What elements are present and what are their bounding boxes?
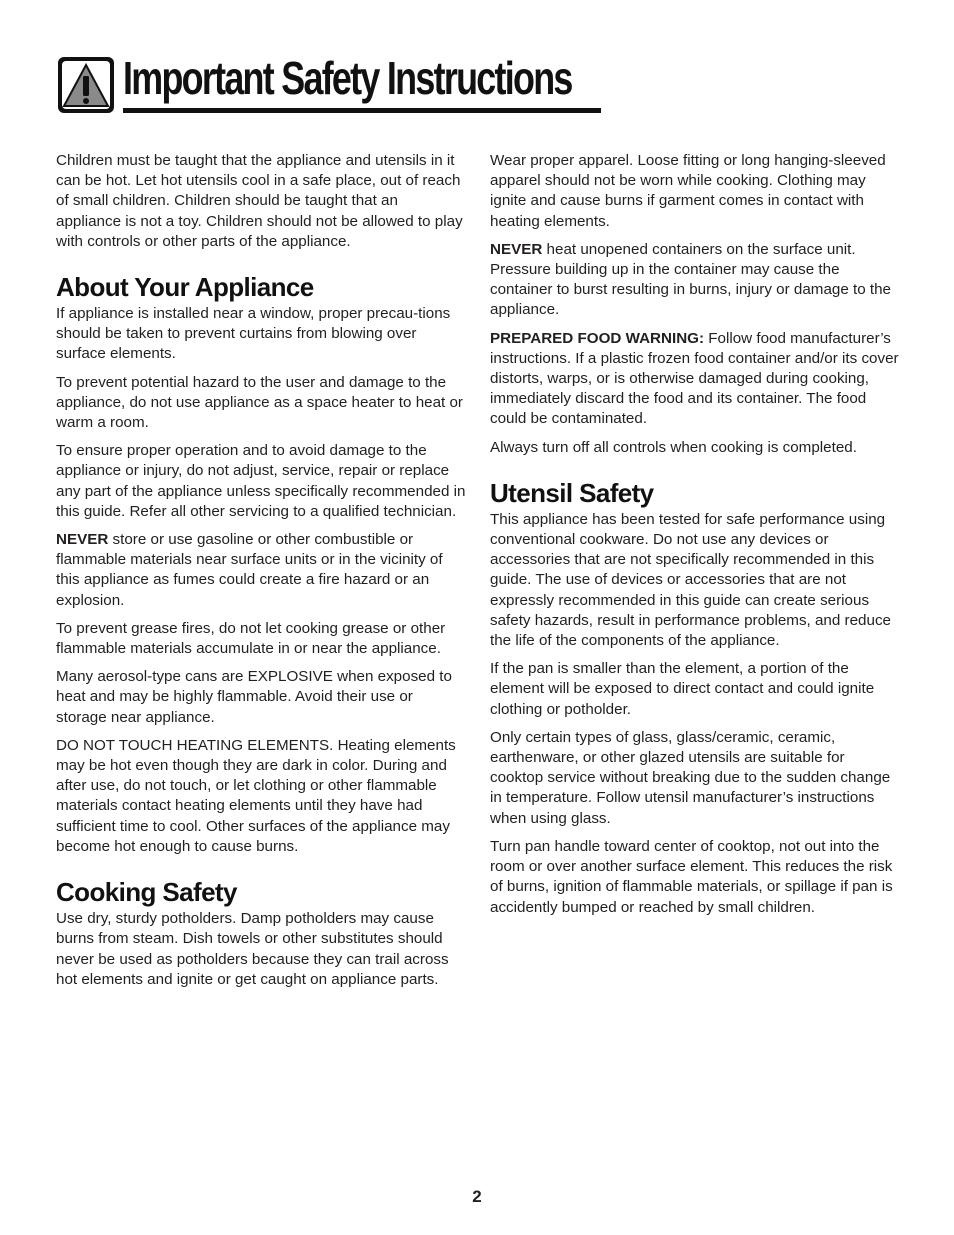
about-paragraph-2: To prevent potential hazard to the user and damage to the appliance, do not use appliance as a space heater to heat or warm a room.: [56, 373, 463, 432]
utensil-paragraph-3: Only certain types of glass, glass/ceramic, ceramic, earthenware, or other glazed utensils are suitable for cooktop service without breaking due to the sudden change in temperature. Follow utensil manufacturer’s instructions when using glass.: [490, 728, 891, 827]
about-paragraph-7: DO NOT TOUCH HEATING ELEMENTS. Heating elements may be hot even though they are dark in color. During and after use, do not touch, or let clothing or other flammable materials contact heating elements until they have had sufficient time to cool. Other surfaces of the appliance may become hot enough to cause burns.: [56, 736, 456, 855]
page-title: Important Safety Instructions: [123, 52, 572, 104]
prepared-food-lead: PREPARED FOOD WARNING:: [490, 329, 705, 347]
about-paragraph-5: To prevent grease fires, do not let cooking grease or other flammable materials accumulate in or near the appliance.: [56, 619, 446, 658]
intro-paragraph: Children must be taught that the appliance and utensils in it can be hot. Let hot utensils cool in a safe place, out of reach of small children. Children should be taught that an appliance is not a toy. Children should not be allowed to play with controls or other parts of the appliance.: [56, 152, 463, 250]
title-underline: [123, 108, 601, 113]
never-lead: NEVER: [490, 240, 543, 258]
warning-triangle-icon: [57, 56, 115, 114]
utensil-paragraph-1: This appliance has been tested for safe performance using conventional cookware. Do not use any devices or accessories that are not specifically recommended in this guide. The use of devices or accessories that are not expressly recommended in this guide can create serious safety hazards, result in performance problems, and reduce the life of the components of the appliance.: [490, 510, 891, 650]
containers-paragraph: [490, 240, 900, 321]
apparel-paragraph: Wear proper apparel. Loose fitting or long hanging-sleeved apparel should not be worn while cooking. Clothing may ignite and cause burns if garment comes in contact with heating elements.: [490, 152, 886, 230]
utensil-paragraph-2: If the pan is smaller than the element, a portion of the element will be exposed to direct contact and could ignite clothing or potholder.: [490, 660, 875, 718]
controls-off-paragraph: Always turn off all controls when cooking is completed.: [490, 438, 857, 456]
prepared-food-paragraph: [490, 329, 900, 430]
page-header: [57, 50, 601, 116]
about-paragraph-3: To ensure proper operation and to avoid damage to the appliance or injury, do not adjust, service, repair or replace any part of the appliance unless specifically recommended in this guide. Refer all other servicing to a qualified technician.: [56, 442, 466, 520]
containers-paragraph-text: heat unopened containers on the surface unit. Pressure building up in the container may cause the container to burst resulting in burns, injury or damage to the appliance.: [490, 240, 892, 319]
about-paragraph-4: [56, 530, 466, 611]
cooking-paragraph-1: Use dry, sturdy potholders. Damp potholders may cause burns from steam. Dish towels or other substitutes should never be used as potholders because they can trail across hot elements and ignite or get caught on appliance parts.: [56, 910, 449, 988]
page-number: 2: [472, 1187, 482, 1206]
never-lead: NEVER: [56, 531, 109, 549]
utensil-paragraph-4: Turn pan handle toward center of cooktop, not out into the room or over another surface element. This reduces the risk of burns, ignition of flammable materials, or spillage if pan is accidently bumped or reached by small children.: [490, 837, 893, 916]
about-paragraph-1: If appliance is installed near a window, proper precau-tions should be taken to prevent curtains from blowing over surface elements.: [56, 305, 451, 363]
about-paragraph-4-text: store or use gasoline or other combustible or flammable materials near surface units or in the vicinity of this appliance as fumes could create a fire hazard or an explosion.: [56, 531, 443, 609]
cooking-safety-heading: Cooking Safety: [56, 877, 237, 908]
right-column: [490, 151, 900, 926]
prepared-food-text: Follow food manufacturer’s instructions. If a plastic frozen food container and/or its cover distorts, warps, or is otherwise damaged during cooking, immediately discard the food and its container. The food could be contaminated.: [490, 329, 899, 428]
utensil-safety-heading: Utensil Safety: [490, 477, 654, 508]
about-appliance-heading: About Your Appliance: [56, 272, 314, 303]
about-paragraph-6: Many aerosol-type cans are EXPLOSIVE when exposed to heat and may be highly flammable. Avoid their use or storage near appliance.: [56, 668, 452, 726]
left-column: [56, 151, 466, 998]
